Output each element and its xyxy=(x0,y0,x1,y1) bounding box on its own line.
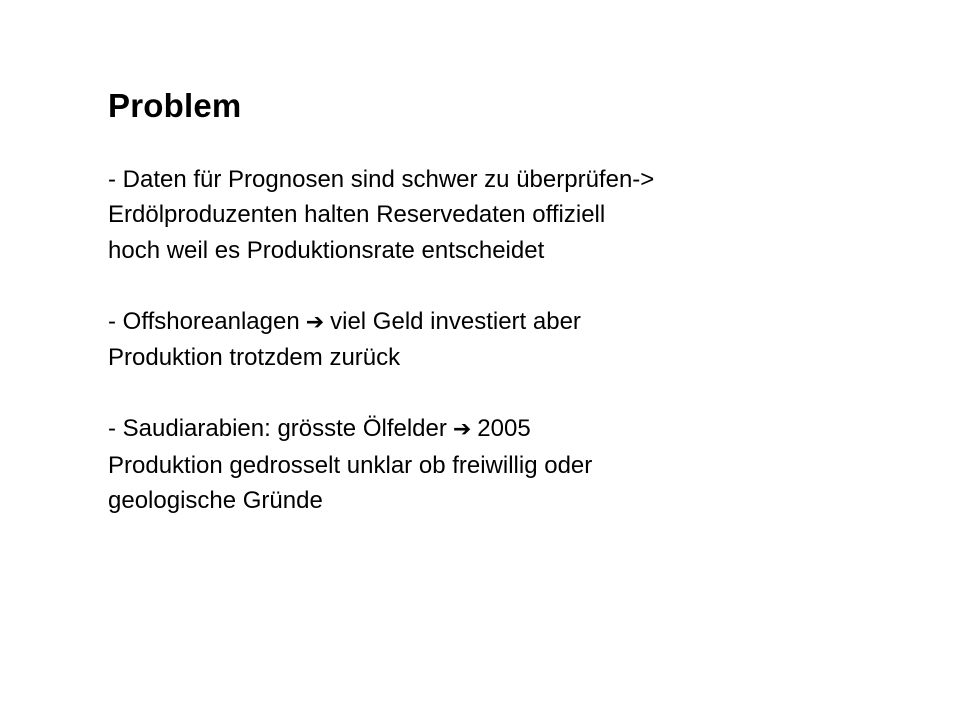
spacer xyxy=(108,126,868,162)
slide-title: Problem xyxy=(108,87,242,124)
right-arrow-icon: ➔ xyxy=(305,309,325,335)
bullet-3-text-after-arrow: 2005 xyxy=(477,415,531,442)
bullet-3-text-before-arrow: - Saudiarabien: grösste Ölfelder xyxy=(108,415,447,442)
bullet-1-line-1: - Daten für Prognosen sind schwer zu überprüfen-> xyxy=(108,165,655,193)
spacer xyxy=(108,376,868,412)
bullet-2-text-after-arrow: viel Geld investiert aber xyxy=(330,307,581,335)
bullet-3-line-2: Produktion gedrosselt unklar ob freiwillig oder xyxy=(108,451,593,479)
bullet-2-line-1 xyxy=(108,304,868,341)
bullet-2-line-2: Produktion trotzdem zurück xyxy=(108,344,401,371)
spacer xyxy=(108,268,868,304)
right-arrow-icon: ➔ xyxy=(452,417,472,442)
bullet-point-2 xyxy=(108,304,868,376)
slide-content xyxy=(108,86,868,519)
bullet-2-text-before-arrow: - Offshoreanlagen xyxy=(108,307,300,335)
bullet-1-line-3: hoch weil es Produktionsrate entscheidet xyxy=(108,236,545,264)
bullet-1-line-2: Erdölproduzenten halten Reservedaten offiziell xyxy=(108,201,606,228)
bullet-point-3 xyxy=(108,411,868,519)
bullet-point-1 xyxy=(108,162,868,269)
bullet-3-line-3: geologische Gründe xyxy=(108,487,323,514)
bullet-3-line-1 xyxy=(108,411,868,448)
